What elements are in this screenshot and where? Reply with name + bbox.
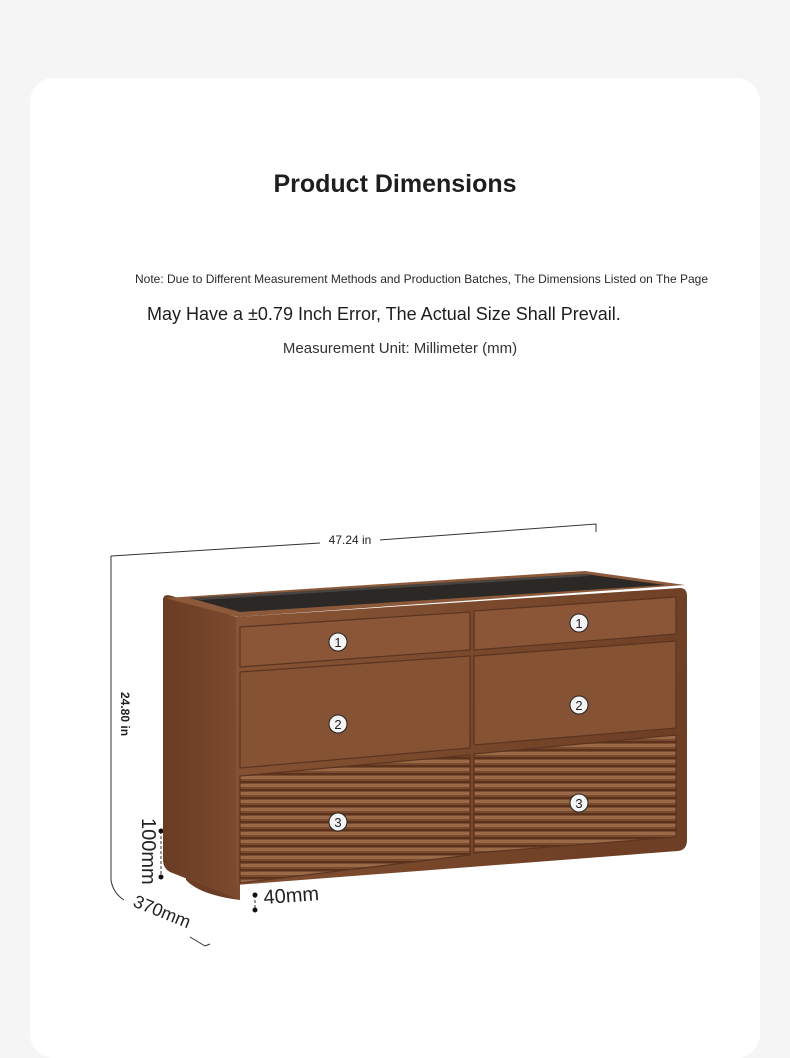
svg-text:2: 2 [575,698,583,713]
drawer-bottom-right [474,735,676,853]
dimension-dot [253,908,258,913]
page-title: Product Dimensions [273,170,517,198]
svg-text:2: 2 [334,717,342,732]
dresser [163,571,687,900]
drawer-middle-left [240,656,470,768]
drawer-badge [329,813,347,831]
measurement-unit-note: Measurement Unit: Millimeter (mm) [282,340,518,357]
height-label: 24.80 in [118,692,132,737]
base-inset-label: 40mm [262,883,320,909]
svg-text:3: 3 [575,796,583,811]
drawer-badge [329,633,347,651]
drawer-badge [570,794,588,812]
svg-text:1: 1 [334,635,342,650]
drawer-badge [570,614,588,632]
width-label: 47.24 in [328,533,372,547]
svg-text:3: 3 [334,815,342,830]
dimension-dot [253,893,258,898]
svg-text:1: 1 [575,616,583,631]
leg-height-label: 100mm [137,818,159,885]
measurement-note-line-2: May Have a ±0.79 Inch Error, The Actual Size Shall Prevail. [147,304,621,324]
drawer-badge [329,715,347,733]
measurement-note-line-1: Note: Due to Different Measurement Methods and Production Batches, The Dimensions Listed on The Page [135,272,708,286]
drawer-badge [570,696,588,714]
drawer-middle-right [474,641,676,745]
depth-label: 370mm [130,891,194,933]
